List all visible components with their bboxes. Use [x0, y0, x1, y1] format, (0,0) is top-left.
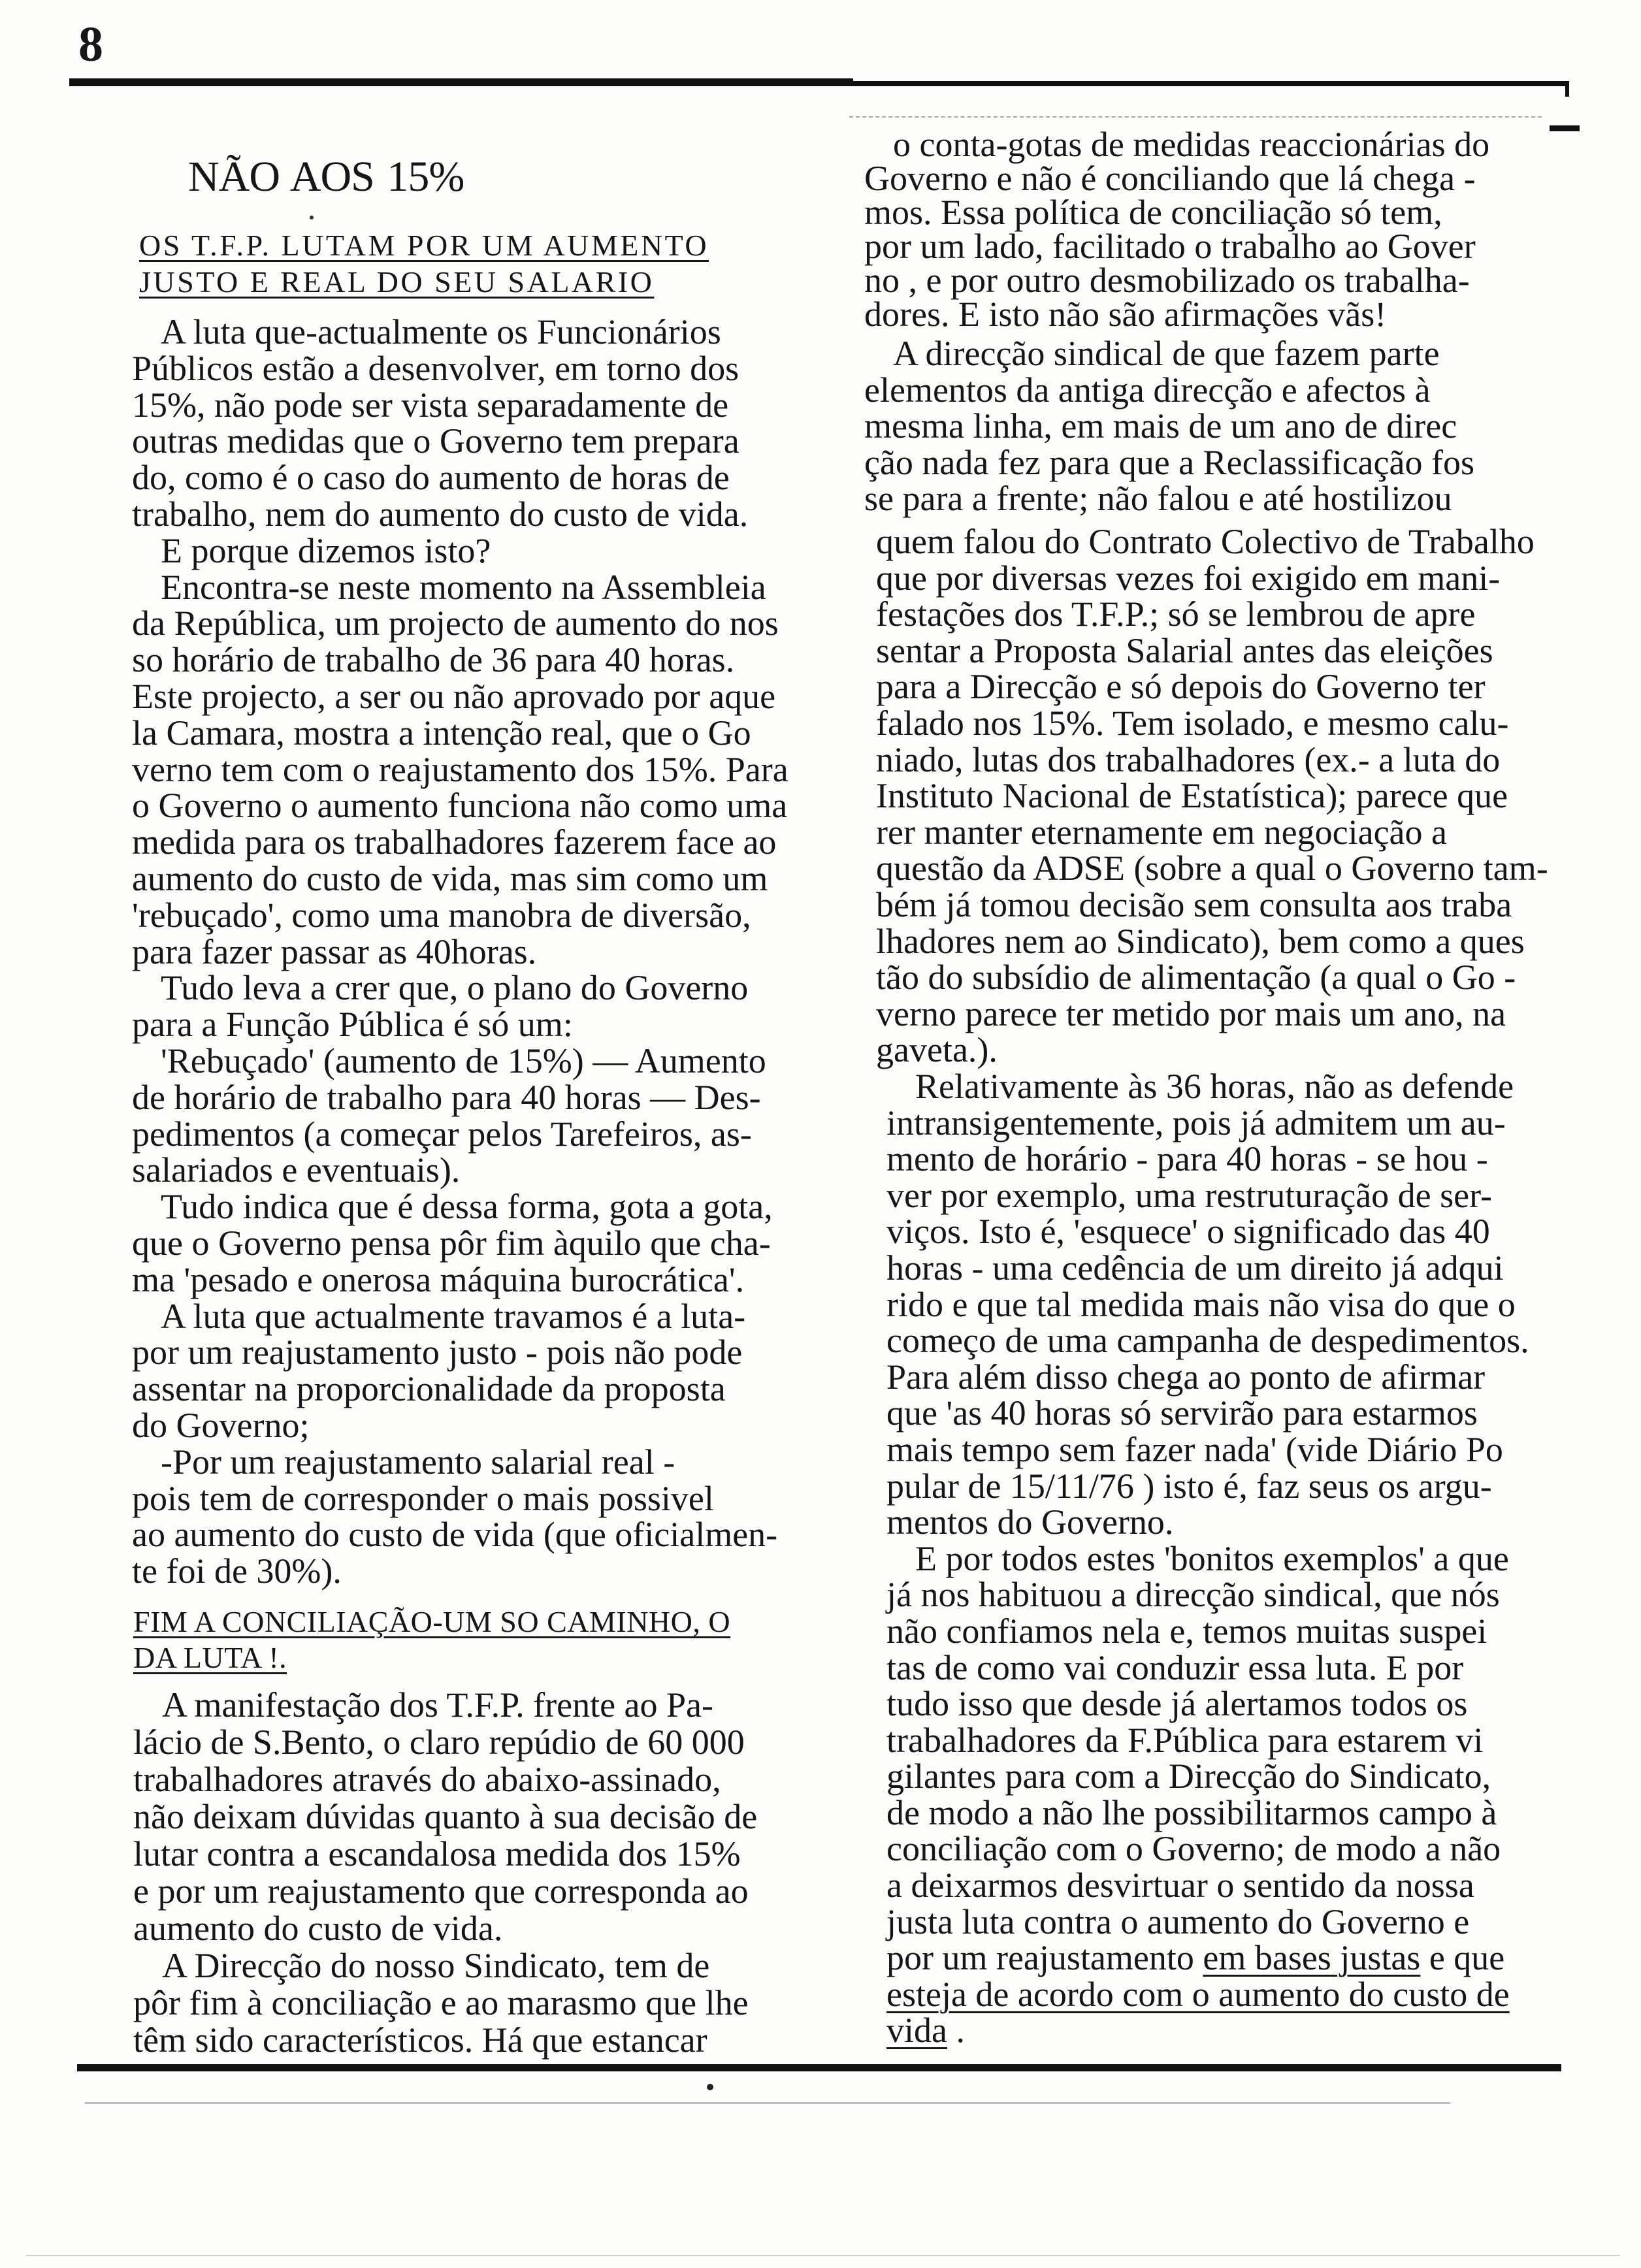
text-line: pois tem de corresponder o mais possivel: [132, 1478, 714, 1518]
text-line: E porque dizemos isto?: [161, 530, 491, 570]
paragraph: [132, 567, 788, 971]
text-line: intransigentemente, pois já admitem um au-: [886, 1103, 1506, 1142]
text-line: lutar contra a escandalosa medida dos 15%: [133, 1834, 741, 1873]
text-line: falado nos 15%. Tem isolado, e mesmo calu-: [876, 703, 1509, 743]
article-title: NÃO AOS 15%: [188, 153, 464, 201]
text-line: Para além disso chega ao ponto de afirmar: [886, 1357, 1486, 1397]
text-line: da República, um projecto de aumento do nos: [132, 604, 779, 643]
text-line: viços. Isto é, 'esquece' o significado das 40: [886, 1212, 1490, 1252]
paragraph: [132, 314, 788, 533]
left-column-body-2: [133, 1687, 757, 2059]
text-line: -Por um reajustamento salarial real -: [161, 1442, 675, 1482]
right-column-paragraphs: [886, 1069, 1529, 1940]
text-line: trabalhadores da F.Pública para estarem vi: [886, 1720, 1484, 1760]
text-line: [886, 2013, 1529, 2049]
text-line: tas de como vai conduzir essa luta. E por: [886, 1647, 1464, 1687]
text-line: A luta que-actualmente os Funcionários: [161, 312, 721, 351]
text-line: para fazer passar as 40horas.: [132, 932, 537, 971]
paragraph: [876, 524, 1548, 1069]
text-line: para a Função Pública é só um:: [132, 1005, 573, 1045]
text-line: A Direcção do nosso Sindicato, tem de: [162, 1946, 710, 1985]
text-line: do Governo;: [132, 1405, 310, 1445]
text-line: por um reajustamento justo - pois não pode: [132, 1333, 743, 1372]
text-segment: .: [947, 2011, 965, 2050]
text-line: verno parece ter metido por mais um ano, na: [876, 994, 1506, 1033]
top-rule-tick: [1565, 81, 1569, 97]
section-heading-line: DA LUTA !.: [133, 1641, 287, 1674]
text-line: niado, lutas dos trabalhadores (ex.- a luta do: [876, 739, 1501, 779]
text-line: A direcção sindical de que fazem parte: [893, 334, 1440, 373]
text-line: aumento do custo de vida, mas sim como um: [132, 858, 768, 898]
stray-mark: [310, 216, 314, 219]
text-line: aumento do custo de vida.: [133, 1909, 503, 1948]
paragraph: [132, 1296, 788, 1445]
text-line: tão do subsídio de alimentação (a qual o Go -: [876, 958, 1516, 997]
stray-dot: [707, 2084, 713, 2090]
text-line: 15%, não pode ser vista separadamente de: [132, 385, 729, 425]
top-rule-right: [849, 81, 1568, 86]
text-line: tudo isso que desde já alertamos todos os: [886, 1684, 1468, 1724]
article-subtitle: [139, 227, 709, 300]
bottom-rule: [77, 2064, 1561, 2071]
text-line: trabalho, nem do aumento do custo de vida.: [132, 494, 749, 534]
text-line: E por todos estes 'bonitos exemplos' a que: [915, 1538, 1509, 1578]
text-line: mento de horário - para 40 horas - se hou -: [886, 1139, 1488, 1179]
text-line: não deixam dúvidas quanto à sua decisão de: [133, 1797, 758, 1836]
right-column-bottom: [886, 1069, 1529, 2049]
paragraph: [132, 1189, 788, 1298]
paragraph: [132, 530, 788, 570]
text-line: mentos do Governo.: [886, 1502, 1174, 1542]
text-line: lácio de S.Bento, o claro repúdio de 60 000: [133, 1723, 745, 1762]
right-column-continuation: [876, 524, 1548, 1069]
text-line: justa luta contra o aumento do Governo e: [886, 1902, 1470, 1941]
paragraph: [886, 1069, 1529, 1541]
text-line: A luta que actualmente travamos é a luta-: [161, 1296, 746, 1336]
text-line: conciliação com o Governo; de modo a não: [886, 1829, 1501, 1869]
text-line: [886, 1940, 1529, 1977]
text-line: de horário de trabalho para 40 horas — Des-: [132, 1077, 761, 1117]
text-line: horas - uma cedência de um direito já adqui: [886, 1248, 1504, 1288]
text-line: mesma linha, em mais de um ano de direc: [864, 406, 1457, 446]
text-line: lhadores nem ao Sindicato), bem como a ques: [876, 921, 1525, 961]
closing-lines: [886, 1940, 1529, 2049]
text-line: ma 'pesado e onerosa máquina burocrática'.: [132, 1259, 745, 1299]
text-line: la Camara, mostra a intenção real, que o Go: [132, 713, 751, 753]
text-line: verno tem com o reajustamento dos 15%. Para: [132, 749, 788, 789]
right-column-top: [864, 125, 1490, 334]
text-line: Encontra-se neste momento na Assembleia: [161, 567, 766, 607]
section-heading: [133, 1604, 730, 1676]
text-line: e por um reajustamento que corresponda ao: [133, 1871, 749, 1911]
text-line: Instituto Nacional de Estatística); parece que: [876, 776, 1508, 816]
text-line: A manifestação dos T.F.P. frente ao Pa-: [162, 1685, 713, 1725]
subtitle-line: JUSTO E REAL DO SEU SALARIO: [139, 265, 655, 299]
text-line: festações dos T.F.P.; só se lembrou de apre: [876, 594, 1476, 634]
page-edge-line: [26, 2255, 1620, 2256]
text-line: têm sido característicos. Há que estancar: [133, 2020, 707, 2060]
text-line: gilantes para com a Direcção do Sindicato,: [886, 1757, 1491, 1796]
text-line: que o Governo pensa pôr fim àquilo que cha-: [132, 1223, 771, 1263]
underlined-text: esteja de acordo com o aumento do custo de: [886, 1974, 1510, 2014]
text-line: dores. E isto não são afirmações vãs!: [864, 295, 1387, 334]
text-line: já nos habituou a direcção sindical, que nós: [886, 1575, 1500, 1615]
left-column-body: [132, 314, 788, 1590]
page-number: 8: [78, 17, 103, 72]
text-line: do, como é o caso do aumento de horas de: [132, 458, 730, 498]
text-segment: e que: [1420, 1938, 1505, 1978]
text-line: pôr fim à conciliação e ao marasmo que lhe: [133, 1983, 749, 2022]
paragraph: [132, 1043, 788, 1189]
paragraph: [133, 1947, 757, 2059]
text-line: pular de 15/11/76 ) isto é, faz seus os argu-: [886, 1466, 1492, 1506]
text-line: rido e que tal medida mais não visa do que o: [886, 1284, 1516, 1324]
text-line: se para a frente; não falou e até hostilizou: [864, 479, 1452, 519]
subtitle-line: OS T.F.P. LUTAM POR UM AUMENTO: [139, 229, 709, 262]
text-line: te foi de 30%).: [132, 1551, 342, 1591]
text-line: começo de uma campanha de despedimentos.: [886, 1321, 1529, 1361]
underlined-text: em bases justas: [1203, 1938, 1421, 1978]
text-line: Tudo leva a crer que, o plano do Governo: [161, 968, 749, 1008]
text-line: de modo a não lhe possibilitarmos campo à: [886, 1792, 1497, 1832]
text-line: bém já tomou decisão sem consulta aos traba: [876, 884, 1512, 924]
margin-mark: [1550, 125, 1580, 131]
text-line: pedimentos (a começar pelos Tarefeiros, as-: [132, 1114, 752, 1154]
text-line: gaveta.).: [876, 1030, 998, 1070]
text-line: que por diversas vezes foi exigido em mani-: [876, 558, 1501, 598]
text-line: Relativamente às 36 horas, não as defende: [915, 1067, 1514, 1106]
text-line: a deixarmos desvirtuar o sentido da nossa: [886, 1866, 1474, 1905]
paragraph: [132, 1444, 788, 1590]
text-segment: por um reajustamento: [886, 1938, 1203, 1978]
text-line: não confiamos nela e, temos muitas suspei: [886, 1611, 1487, 1651]
text-line: no , e por outro desmobilizado os trabalha-: [864, 261, 1470, 300]
paragraph: [132, 970, 788, 1043]
paragraph: [864, 336, 1474, 517]
text-line: 'rebuçado', como uma manobra de diversão,: [132, 895, 751, 935]
faint-rule: [85, 2102, 1450, 2104]
text-line: o conta-gotas de medidas reaccionárias do: [893, 125, 1490, 164]
paragraph: [886, 1538, 1529, 1941]
paragraph: [864, 125, 1490, 334]
underlined-text: vida: [886, 2011, 947, 2050]
text-line: o Governo o aumento funciona não como uma: [132, 786, 788, 826]
text-line: Tudo indica que é dessa forma, gota a gota,: [161, 1187, 773, 1227]
text-line: rer manter eternamente em negociação a: [876, 812, 1447, 852]
text-line: outras medidas que o Governo tem prepara: [132, 421, 739, 461]
text-line: salariados e eventuais).: [132, 1150, 461, 1190]
text-line: para a Direcção e só depois do Governo ter: [876, 667, 1486, 707]
text-line: ção nada fez para que a Reclassificação fos: [864, 442, 1474, 482]
text-line: quem falou do Contrato Colectivo de Trabalho: [876, 522, 1535, 561]
top-rule: [69, 78, 853, 86]
text-line: sentar a Proposta Salarial antes das eleições: [876, 630, 1493, 670]
text-line: assentar na proporcionalidade da proposta: [132, 1369, 726, 1409]
section-heading-line: FIM A CONCILIAÇÃO-UM SO CAMINHO, O: [133, 1605, 731, 1638]
text-line: elementos da antiga direcção e afectos à: [864, 370, 1431, 410]
text-line: que 'as 40 horas só servirão para estarmos: [886, 1393, 1478, 1433]
faint-dashed-rule: [849, 116, 1542, 118]
text-line: mos. Essa política de conciliação só tem,: [864, 193, 1442, 232]
text-line: so horário de trabalho de 36 para 40 horas.: [132, 640, 735, 680]
right-column-paragraph: [864, 336, 1474, 517]
text-line: por um lado, facilitado o trabalho ao Gover: [864, 227, 1476, 266]
text-line: trabalhadores através do abaixo-assinado,: [133, 1760, 721, 1799]
text-line: Governo e não é conciliando que lá chega -: [864, 159, 1476, 198]
text-line: questão da ADSE (sobre a qual o Governo tam-: [876, 849, 1548, 888]
text-line: Este projecto, a ser ou não aprovado por aque: [132, 676, 776, 716]
text-line: ver por exemplo, uma restruturação de ser-: [886, 1175, 1493, 1215]
text-line: 'Rebuçado' (aumento de 15%) — Aumento: [161, 1041, 766, 1080]
text-line: Públicos estão a desenvolver, em torno dos: [132, 348, 739, 388]
text-line: mais tempo sem fazer nada' (vide Diário Po: [886, 1429, 1503, 1469]
text-line: medida para os trabalhadores fazerem face ao: [132, 822, 777, 862]
text-line: [886, 1974, 1529, 2014]
paragraph: [133, 1687, 757, 1947]
text-line: ao aumento do custo de vida (que oficialmen-: [132, 1515, 778, 1555]
